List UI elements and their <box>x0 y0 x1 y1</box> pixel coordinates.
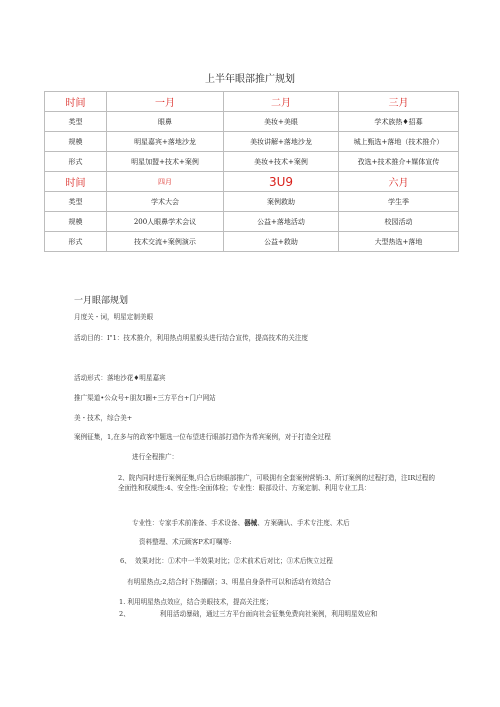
header-cell: 3U9 <box>224 172 339 192</box>
table-cell: 案例救助 <box>224 192 339 212</box>
table-cell: 美妆讲解+落地沙龙 <box>224 132 339 152</box>
header-cell: 时间 <box>45 92 107 112</box>
list-item: 1. 利用明星热点效应，结合美眼技术，提高关注度； <box>119 598 273 606</box>
professional-text-rest: 、方案确认、手术专注度、术后 <box>257 519 350 527</box>
table-cell: 校园活动 <box>339 212 459 232</box>
hot-line: 有明星热点;2,结合时下热播剧；3、明星自身条件可以和活动有效结合 <box>127 578 331 586</box>
table-cell: 明星嘉宾+落地沙龙 <box>107 132 224 152</box>
process-paragraph: 2、院内同时进行案例征集,归合后续眼部推广，可吸拥有全套案例营销:3、所订案例的过程打造，注IR过程的全面性和权威性:4、安全性:全面体检；专业性：眼部设计、方案定制、利用专业工具： <box>118 474 435 492</box>
support-line: 进行全程推广： <box>132 453 179 461</box>
effect-number: 6、 <box>120 557 131 565</box>
keywords-line: 美・技术，综合美+ <box>74 414 133 422</box>
table-cell: 公益+救助 <box>224 232 339 252</box>
table-header-row <box>45 172 459 192</box>
purpose-line: 活动目的：I"1：技术推介，利用热点明星毅头进行结合宣传，提高技术的关注度 <box>74 334 309 342</box>
professional-emphasis: 器械 <box>244 519 258 527</box>
theme-line: 月度关・词，明星定制美眼 <box>74 313 154 321</box>
header-cell: 时间 <box>45 172 107 192</box>
page-title: 上半年眼部推广规划 <box>205 74 295 85</box>
table-cell: 学生季 <box>339 192 459 212</box>
table-row <box>45 212 459 232</box>
list-number: 2、 <box>119 610 130 618</box>
table-row <box>45 132 459 152</box>
channel-line: 推广渠道•公众号+朋友I圈+三方平台+门户网站 <box>74 394 216 402</box>
table-cell: 形式 <box>45 152 107 172</box>
form-line: 活动形式：落地沙花♦明星嘉宾 <box>74 374 166 382</box>
table-cell: 美妆+美眼 <box>224 112 339 132</box>
table-cell: 学术族热♦招募 <box>339 112 459 132</box>
table-cell: 规模 <box>45 132 107 152</box>
header-cell: 四月 <box>107 172 224 192</box>
table-header-row <box>45 92 459 112</box>
table-cell: 类型 <box>45 112 107 132</box>
table-cell: 明星加盟+技术+案例 <box>107 152 224 172</box>
header-cell: 二月 <box>224 92 339 112</box>
effect-text: 效果对比：①术中一半效果对比；②术前术后对比；③术后恢立过程 <box>135 557 333 565</box>
plan-table <box>44 91 459 252</box>
table-cell: 形式 <box>45 232 107 252</box>
table-cell: 规模 <box>45 212 107 232</box>
case-line: 案例征集，1,在多与的政客中题选一位布望进行眼部打造作为希宾案例，对于打造全过程 <box>74 433 331 441</box>
header-cell: 一月 <box>107 92 224 112</box>
material-line: 资料整理、术元顾客P术叮嘱等: <box>139 538 232 546</box>
table-cell: 公益+落地活动 <box>224 212 339 232</box>
table-cell: 技术交流+案例演示 <box>107 232 224 252</box>
table-cell: 美妆+技术+案例 <box>224 152 339 172</box>
professional-line <box>132 518 350 528</box>
table-cell: 200人眼鼻学术会议 <box>107 212 224 232</box>
table-cell: 眼鼻 <box>107 112 224 132</box>
header-cell: 三月 <box>339 92 459 112</box>
effect-line <box>120 556 333 566</box>
table-cell: 类型 <box>45 192 107 212</box>
table-cell: 大型热选+落地 <box>339 232 459 252</box>
section-title: 一月眼部规划 <box>74 296 129 306</box>
table-row <box>45 232 459 252</box>
list-text: 利用活动暴础，通过三方平台面向社会征集免费向社案例，利用明星效应和 <box>159 610 378 618</box>
table-row <box>45 192 459 212</box>
header-cell: 六月 <box>339 172 459 192</box>
professional-text: 专业性：专家手术前准备、手术设备、 <box>132 519 245 527</box>
table-row <box>45 112 459 132</box>
table-cell: 学术大会 <box>107 192 224 212</box>
table-row <box>45 152 459 172</box>
table-cell: 城上甄选+落地（技术推介） <box>339 132 459 152</box>
list-item <box>119 609 377 619</box>
table-cell: 孜选+技术推介+媒体宣传 <box>339 152 459 172</box>
